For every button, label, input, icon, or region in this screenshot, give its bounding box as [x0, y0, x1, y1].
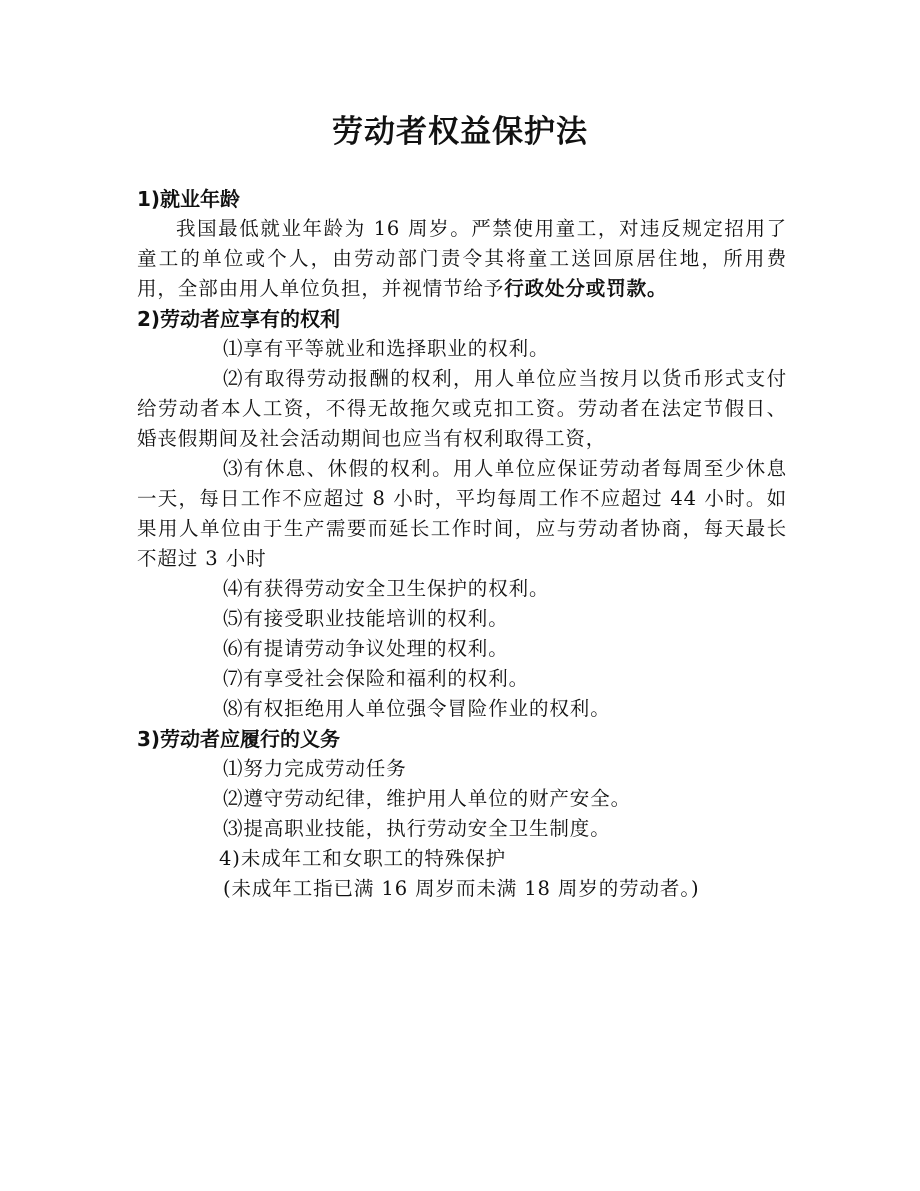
- obligations-item-2: ⑵遵守劳动纪律，维护用人单位的财产安全。: [223, 787, 632, 810]
- special-protection-heading: 4)未成年工和女职工的特殊保护: [219, 847, 507, 870]
- rights-item-2: ⑵有取得劳动报酬的权利，用人单位应当按月以货币形式支付给劳动者本人工资，不得无故拖欠或克扣工资。劳动者在法定节假日、婚丧假期间及社会活动期间也应当有权利取得工资，: [137, 367, 787, 450]
- obligations-item-3: ⑶提高职业技能，执行劳动安全卫生制度。: [223, 817, 611, 840]
- rights-item-6: ⑹有提请劳动争议处理的权利。: [223, 637, 509, 660]
- penalty-emphasis: 行政处分或罚款。: [504, 277, 668, 300]
- document-title: 劳动者权益保护法: [332, 114, 588, 150]
- rights-item-8: ⑻有权拒绝用人单位强令冒险作业的权利。: [223, 697, 611, 720]
- rights-item-3: ⑶有休息、休假的权利。用人单位应保证劳动者每周至少休息一天，每日工作不应超过 8 小时，平均每周工作不应超过 44 小时。如果用人单位由于生产需要而延长工作时间，应与劳动者协商，每天最长不超过 3 小时: [137, 457, 787, 570]
- rights-item-1: ⑴享有平等就业和选择职业的权利。: [223, 337, 550, 360]
- obligations-item-1: ⑴努力完成劳动任务: [223, 757, 407, 780]
- section-heading-employment-age: 1)就业年龄: [137, 187, 241, 211]
- section-heading-worker-rights: 2)劳动者应享有的权利: [137, 307, 341, 331]
- minor-worker-note: (未成年工指已满 16 周岁而未满 18 周岁的劳动者。): [223, 877, 700, 900]
- rights-item-4: ⑷有获得劳动安全卫生保护的权利。: [223, 577, 550, 600]
- rights-item-5: ⑸有接受职业技能培训的权利。: [223, 607, 509, 630]
- section-heading-worker-obligations: 3)劳动者应履行的义务: [137, 727, 341, 751]
- rights-item-7: ⑺有享受社会保险和福利的权利。: [223, 667, 530, 690]
- document-body: [137, 184, 787, 904]
- employment-age-text: 我国最低就业年龄为 16 周岁。严禁使用童工，对违反规定招用了童工的单位或个人，由劳动部门责令其将童工送回原居住地，所用费用，全部由用人单位负担，并视情节给予: [137, 217, 787, 300]
- employment-age-paragraph: [137, 214, 787, 304]
